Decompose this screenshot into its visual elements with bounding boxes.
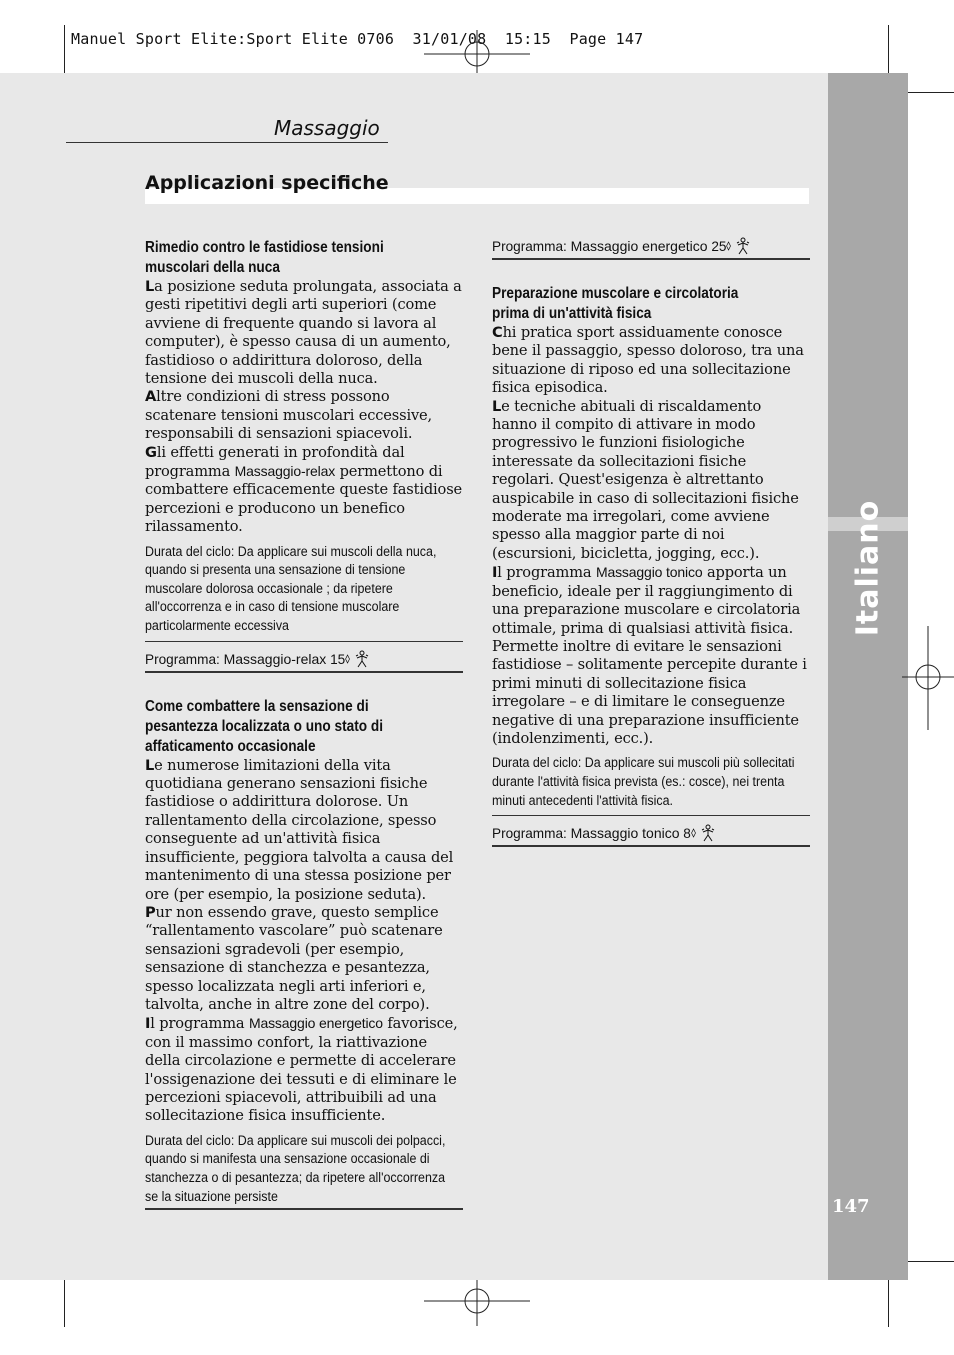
crop-mark [902,92,954,93]
program-line [492,237,810,260]
drop-letter: L [145,278,155,295]
language-label: Italiano [850,499,886,637]
program-time: 25 [711,239,727,254]
paragraph-text: e tecniche abituali di riscaldamento hanno il compito di attivare in modo progressivo le funzioni fisiologiche interessate da sollecitazioni fisiche regolari. Quest'esigenza è altrettanto auspicabile in caso di sollecitazioni fisiche moderate ma irregolari, come avviene spesso alla maggior parte di noi (escursioni, bicicletta, jogging, ecc.). [492,397,799,562]
paragraph-text: l programma [497,564,596,582]
language-tab [828,73,908,1280]
crop-mark [888,1276,889,1327]
program-label: Programma: [145,651,224,667]
title-line: affaticamento occasionale [145,737,316,755]
registration-mark-icon [902,626,954,730]
paragraph-text: ur non essendo grave, questo semplice “rallentamento vascolare” può scatenare sensazioni sgradevoli (per esempio, sensazione di stanchezza e pesantezza, spesso localizzata negli arti inferiori e, talvolta, anche in altre zone del corpo). [145,903,443,1013]
program-line [492,815,810,847]
section-title: Massaggio [274,116,380,140]
paragraph [145,1014,463,1125]
paragraph-text: ltre condizioni di stress possono scatenare tensioni muscolari eccessive, responsabili di sensazioni spiacevoli. [145,388,433,443]
title-line: prima di un'attività fisica [492,305,652,322]
paragraph-text: permettono di combattere efficacemente queste fastidiose percezioni e producono un benefico rilassamento. [145,463,463,536]
program-name: Massaggio energetico [248,1015,383,1032]
massage-figure-icon [354,650,370,668]
printer-slug: Manuel Sport Elite:Sport Elite 0706 31/01/08 15:15 Page 147 [71,30,644,48]
program-time: 15 [330,651,346,667]
paragraph [145,388,463,443]
diamond-timer-icon [691,824,700,842]
program-name: Massaggio tonico [595,564,703,581]
crop-mark [64,25,65,78]
right-column [492,237,810,847]
paragraph-text: l programma [150,1015,249,1033]
paragraph [492,563,810,748]
article-heaviness [145,697,463,1211]
paragraph [492,324,810,398]
drop-letter: I [492,564,498,582]
title-line: Rimedio contro le fastidiose tensioni [145,239,384,256]
program-label: Programma: [492,239,571,254]
program-name: Massaggio-relax [234,463,336,480]
cycle-duration: Durata del ciclo: Da applicare sui muscoli più sollecitati durante l'attività fisica prevista (es.: cosce), nei trenta minuti antecedenti l'attività fisica. [492,755,795,808]
page-heading: Applicazioni specifiche [145,172,389,194]
paragraph-text: e numerose limitazioni della vita quotidiana generano sensazioni fisiche fastidiose o addirittura dolorose. Un rallentamento della circolazione, spesso conseguente ad un'attività fisica insufficiente, peggiora talvolta a causa del mantenimento di una stessa posizione per ore (per esempio, la posizione seduta). [145,756,454,903]
cycle-duration: Durata del ciclo: Da applicare sui muscoli della nuca, quando si presenta una sensazione di tensione muscolare dolorosa occasionale ; da ripetere all'occorrenza e in caso di tensione muscolare particolarmente eccessiva [145,543,437,634]
drop-letter: P [145,903,156,921]
article-neck-tension [145,238,463,673]
diamond-timer-icon [345,650,354,668]
registration-mark-icon [424,1274,530,1326]
paragraph [145,278,463,388]
title-line: Preparazione muscolare e circolatoria [492,285,739,302]
paragraph-text: a posizione seduta prolungata, associata a gesti ripetitivi degli arti superiori (come avviene di frequente quando si lavora al computer), è spesso causa di un aumento, fastidioso o addirittura doloroso, della tensione dei muscoli della nuca. [145,278,462,388]
section-rule [66,142,388,143]
paragraph-text: favorisce, con il massimo confort, la riattivazione della circolazione e permette di accelerare l'ossigenazione dei tessuti e di eliminare le percezioni spiacevoli, attribuibili ad una sollecitazione fisica insufficiente. [145,1015,458,1125]
title-line: pesantezza localizzata o uno stato di [145,717,383,735]
program-line [145,641,463,673]
drop-letter: C [492,324,503,341]
massage-figure-icon [735,237,751,255]
left-column [145,238,463,1210]
article-title [145,697,462,757]
title-line: muscolari della nuca [145,259,280,276]
drop-letter: A [145,388,157,406]
diamond-timer-icon [726,237,735,255]
article-preparation [492,284,810,847]
program-rule [145,1208,463,1210]
cycle-duration: Durata del ciclo: Da applicare sui muscoli dei polpacci, quando si manifesta una sensazione occasionale di stanchezza o di pesantezza; da ripetere all'occorrenza se la situazione persiste [145,1132,446,1204]
drop-letter: L [145,756,155,774]
drop-letter: I [145,1015,151,1033]
paragraph-text: li effetti generati in profondità dal programma [145,443,405,481]
article-title [145,238,462,278]
program-name: Massaggio-relax [223,650,327,667]
program-label: Programma: [492,826,571,842]
article-title [492,284,809,324]
program-time: 8 [683,826,691,842]
drop-letter: L [492,397,502,415]
program-name: Massaggio energetico [570,238,708,254]
massage-figure-icon [700,824,716,842]
crop-mark [888,25,889,78]
title-line: Come combattere la sensazione di [145,697,369,715]
drop-letter: G [145,443,157,461]
paragraph [492,398,810,564]
paragraph [145,757,463,904]
crop-mark [64,1276,65,1327]
crop-mark [902,1261,954,1262]
paragraph-text: apporta un beneficio, ideale per il raggiungimento di una preparazione muscolare e circolatoria ottimale, prima di qualsiasi attività fisica. Permette inoltre di evitare le sensazioni fastidiose – solitamente percepite durante i primi minuti di sollecitazione fisica irregolare – e di limitare le conseguenze negative di una preparazione insufficiente (indolenzimenti, ecc.). [492,564,807,747]
paragraph [145,444,463,537]
program-name: Massaggio tonico [570,825,680,842]
page-number: 147 [832,1196,870,1217]
paragraph-text: hi pratica sport assiduamente conosce bene il passaggio, spesso doloroso, tra una situazione di riposo ed una sollecitazione fisica episodica. [492,324,804,397]
paragraph [145,904,463,1014]
